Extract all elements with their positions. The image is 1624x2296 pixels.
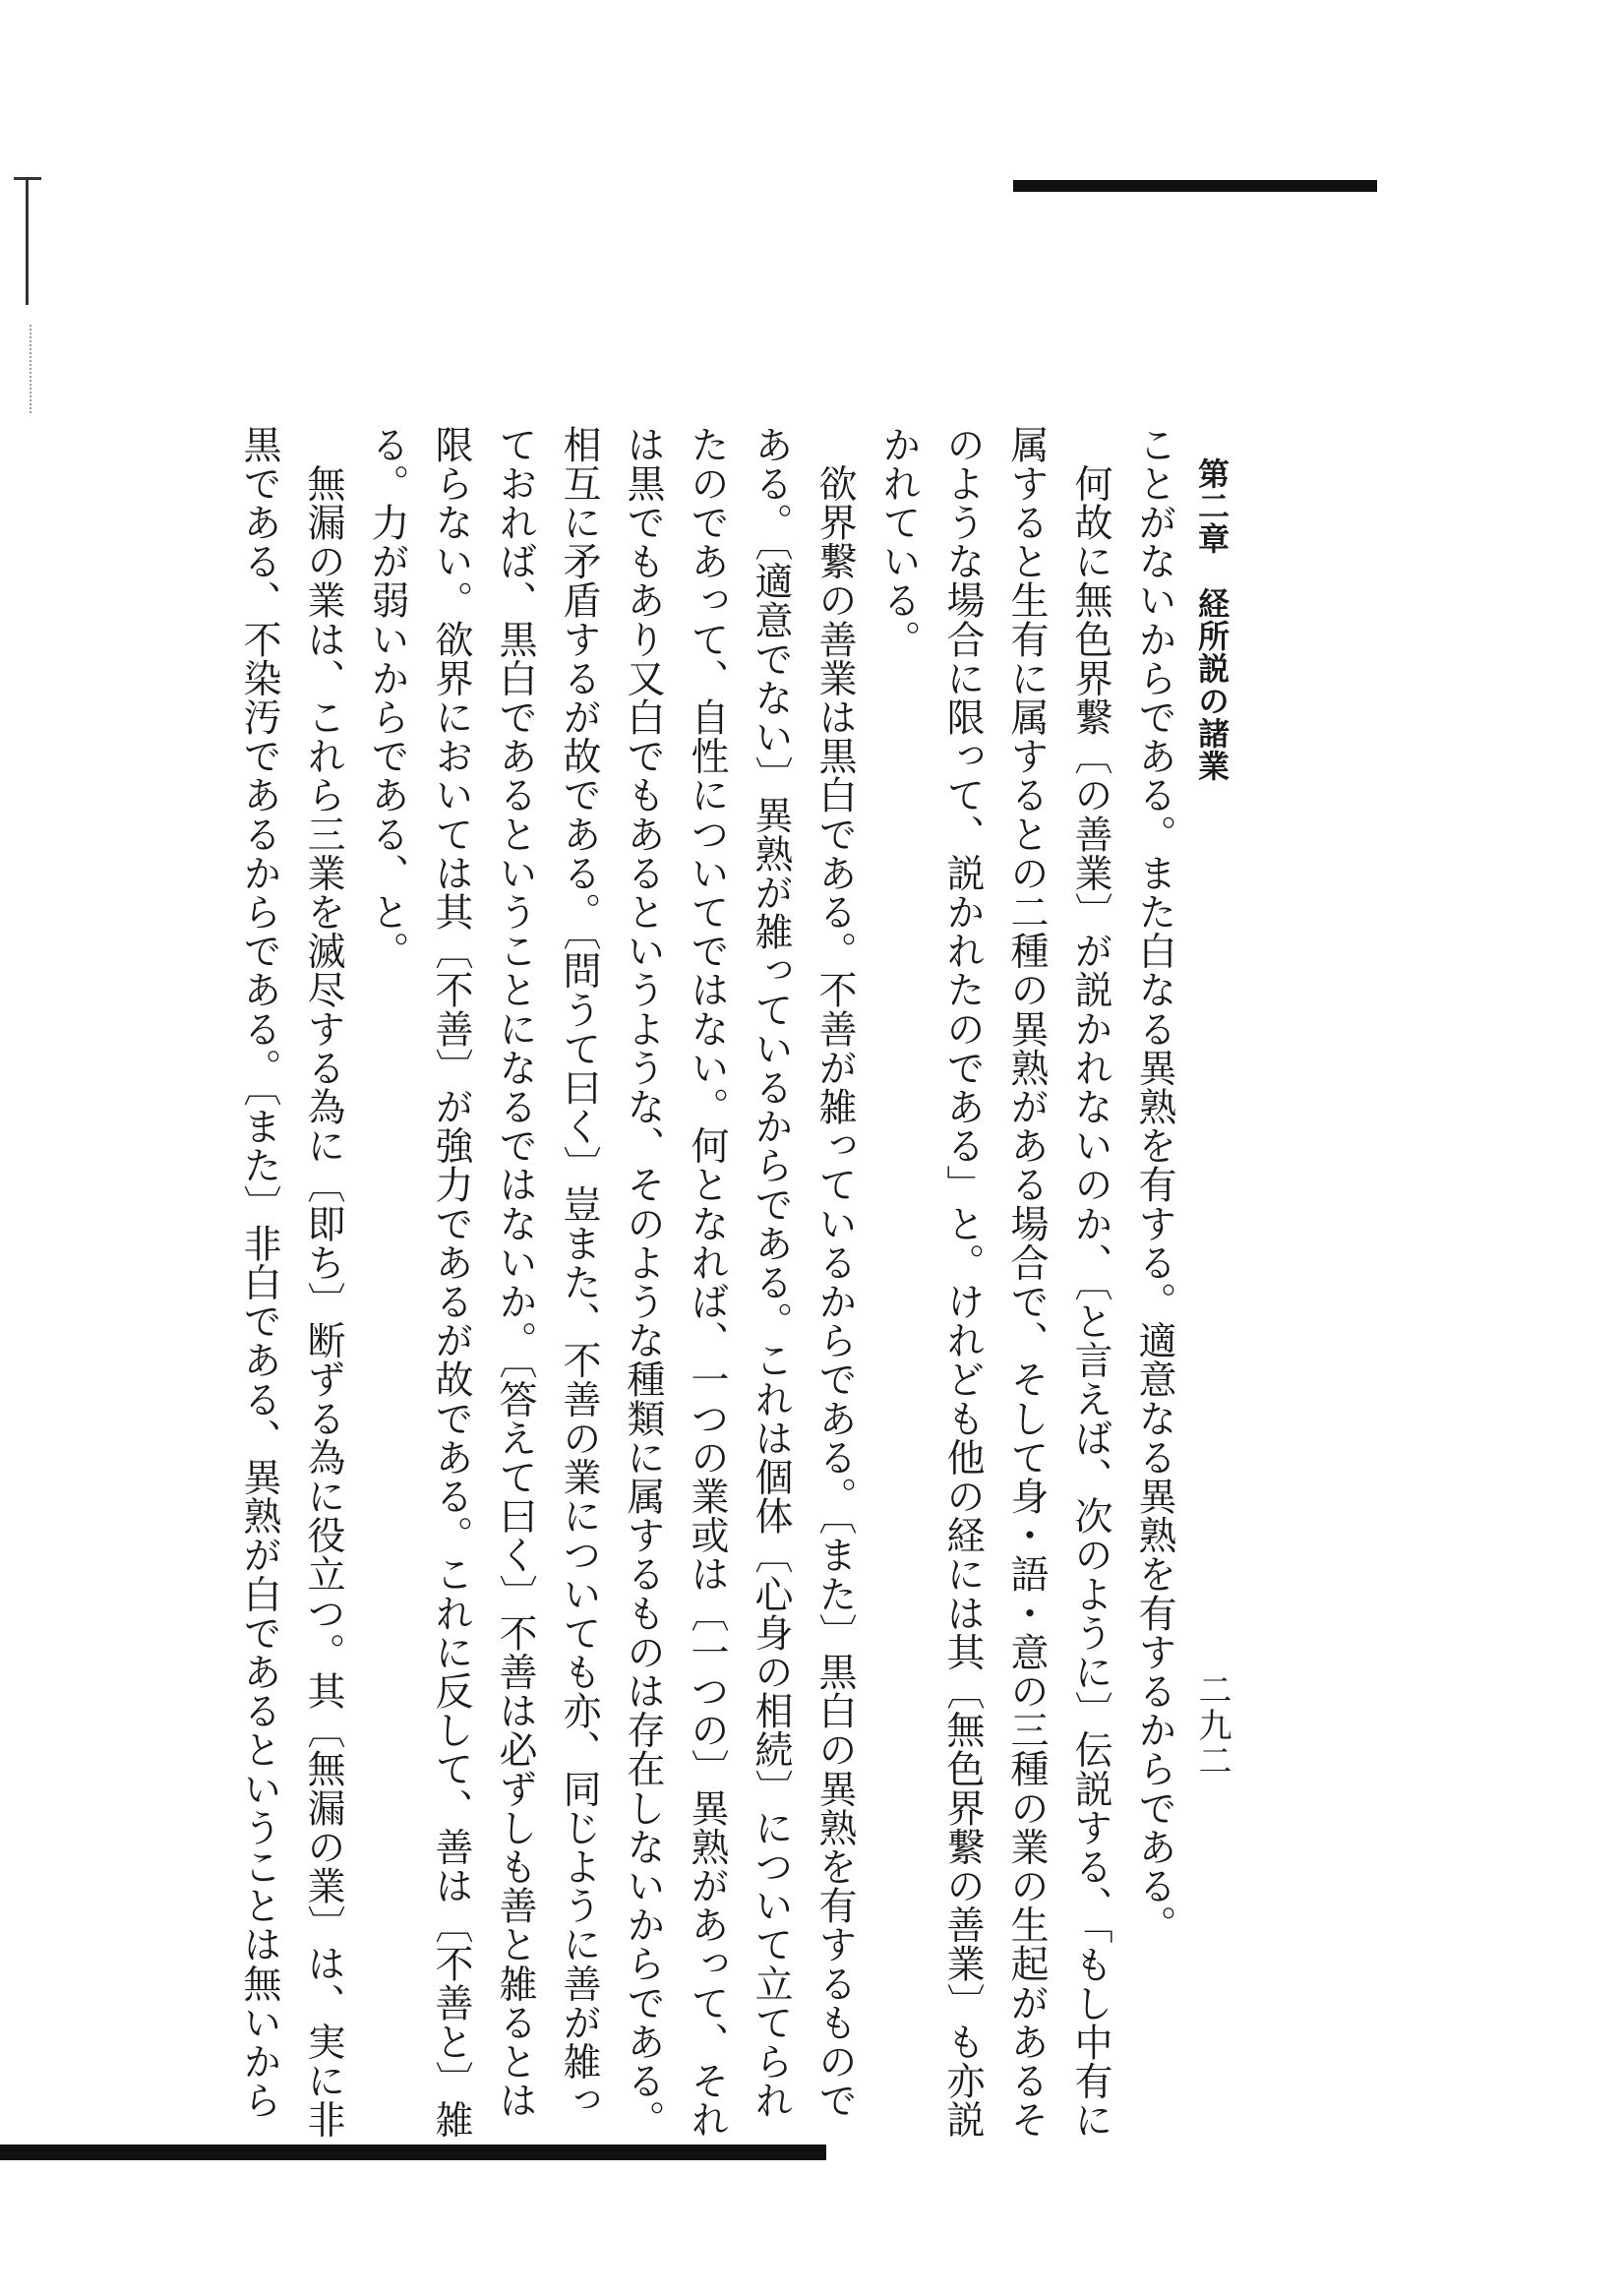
- text-line-11: ておれば、黒白であるということになるではないか。〔答えて曰く〕不善は必ずしも善と雑るとは: [493, 425, 537, 2120]
- text-line-10: 相互に矛盾するが故である。〔問うて曰く〕豈また、不善の業についても亦、同じように善が雑っ: [557, 425, 601, 2120]
- text-line-4: のような場合に限って、説かれたのである」と。けれども他の経には其〔無色界繋の善業〕も亦説: [940, 425, 985, 2140]
- text-line-14: 無漏の業は、これら三業を滅尽する為に〔即ち〕断ずる為に役立つ。其〔無漏の業〕は、実に非: [301, 425, 345, 2140]
- text-line-3: 属すると生有に属するとの二種の異熟がある場合で、そして身・語・意の三種の業の生起があるそ: [1004, 425, 1049, 2140]
- text-line-7: ある。〔適意でない〕異熟が雑っているからである。これは個体〔心身の相続〕について立てられ: [749, 425, 793, 2120]
- page-number: 二九二: [1192, 1672, 1232, 1779]
- text-line-12: 限らない。欲界においては其〔不善〕が強力であるが故である。これに反して、善は〔不善と〕雑: [429, 425, 473, 2140]
- text-line-13: る。力が弱いからである、と。: [365, 425, 409, 971]
- text-line-1: ことがないからである。また白なる異熟を有する。適意なる異熟を有するからである。: [1132, 425, 1176, 1945]
- text-line-2: 何故に無色界繋〔の善業〕が説かれないのか、〔と言えば、次のように〕伝説する、「もし中有に: [1068, 425, 1113, 2140]
- text-line-6: 欲界繋の善業は黒白である。不善が雑っているからである。〔また〕黒白の異熟を有するもので: [812, 425, 857, 2120]
- margin-dots: [30, 325, 33, 413]
- text-line-15: 黒である、不染汚であるからである。〔また〕非白である、異熟が白であるということは無いから: [237, 425, 281, 2120]
- bottom-rule: [0, 2145, 826, 2160]
- margin-mark: [26, 177, 29, 305]
- text-line-9: は黒でもあり又白でもあるというような、そのような種類に属するものは存在しないからである。: [621, 425, 665, 2140]
- text-line-5: かれている。: [876, 425, 921, 659]
- text-line-8: たのであって、自性についてではない。何となれば、一つの業或は〔一つの〕異熟があって、それ: [685, 425, 729, 2140]
- top-rule: [1013, 180, 1377, 192]
- running-head-chapter: 第二章 経所説の諸業: [1193, 457, 1231, 782]
